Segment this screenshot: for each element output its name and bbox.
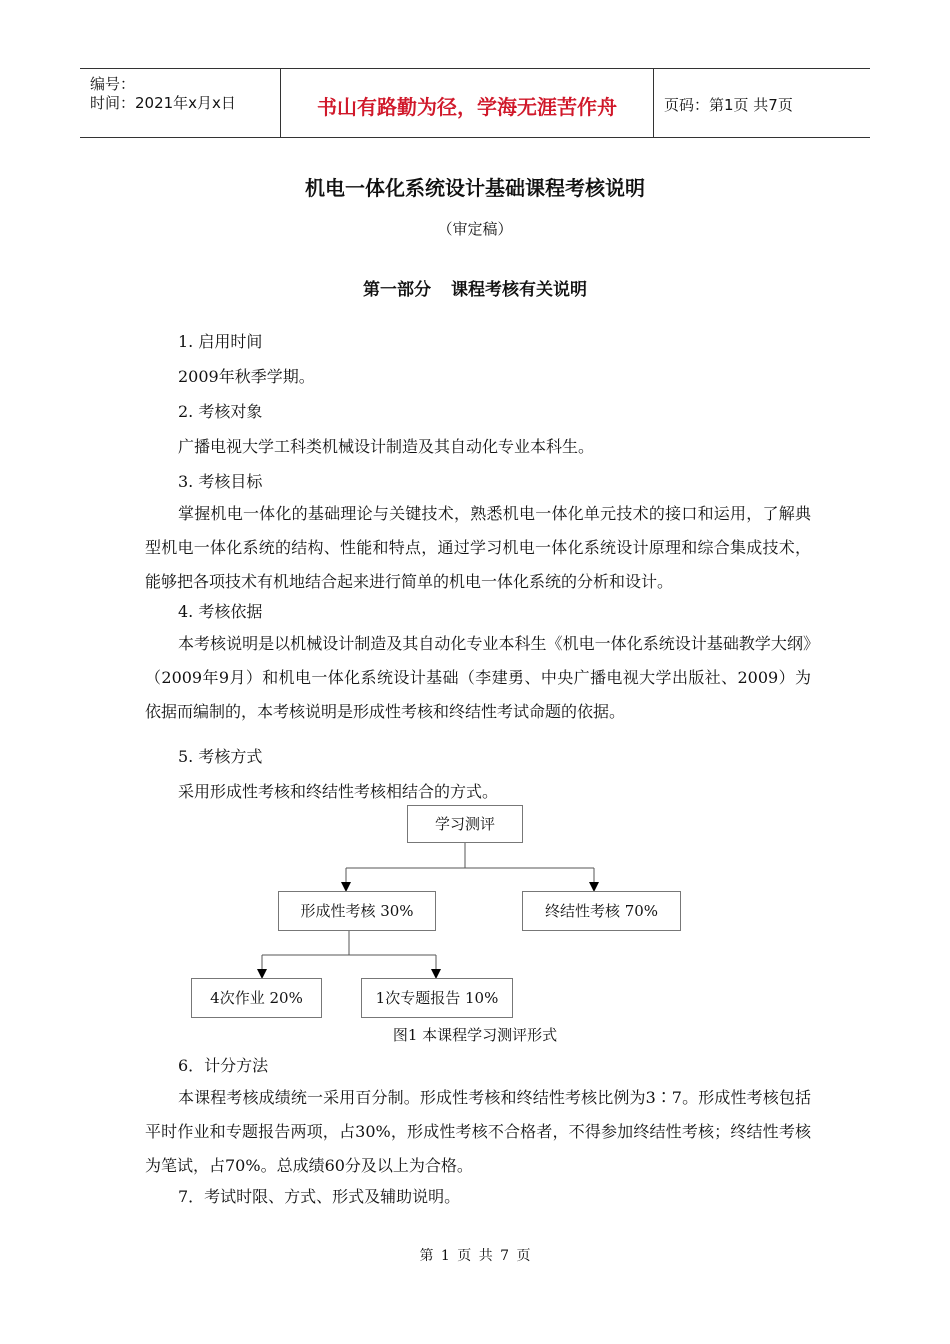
- header-meta-cell: [80, 69, 281, 137]
- page-footer: 第 1 页 共 7 页: [419, 1248, 531, 1264]
- number-label: 编号：: [90, 75, 136, 93]
- header-page-cell: [654, 69, 870, 137]
- diagram-homework-box: 4次作业 20%: [191, 978, 322, 1018]
- section-5-heading: 5. 考核方式: [178, 747, 263, 766]
- section-2-heading: 2. 考核对象: [178, 402, 263, 421]
- section-1-body: 2009年秋季学期。: [178, 367, 315, 386]
- section-6-body: 本课程考核成绩统一采用百分制。形成性考核和终结性考核比例为3∶7。形成性考核包括平时作业和专题报告两项，占30%，形成性考核不合格者，不得参加终结性考核；终结性考核为笔试，占70%。总成绩60分及以上为合格。: [145, 1088, 811, 1175]
- document-subtitle: （审定稿）: [437, 220, 513, 238]
- section-6-heading: 6．计分方法: [178, 1056, 269, 1075]
- header-motto-cell: [281, 69, 654, 137]
- header-table: [80, 68, 870, 138]
- section-4-heading: 4. 考核依据: [178, 602, 263, 621]
- diagram-formative-box: 形成性考核 30%: [278, 891, 436, 931]
- diagram-report-box: 1次专题报告 10%: [361, 978, 513, 1018]
- document-title: 机电一体化系统设计基础课程考核说明: [305, 176, 645, 200]
- diagram-root-box: 学习测评: [407, 805, 523, 843]
- diagram-summative-box: 终结性考核 70%: [522, 891, 681, 931]
- figure-caption: 图1 本课程学习测评形式: [392, 1026, 558, 1044]
- part-heading: 第一部分 课程考核有关说明: [363, 280, 587, 300]
- section-2-body: 广播电视大学工科类机械设计制造及其自动化专业本科生。: [178, 437, 595, 456]
- section-7-heading: 7．考试时限、方式、形式及辅助说明。: [178, 1187, 461, 1206]
- page-info: 页码：第1页 共7页: [664, 96, 793, 114]
- time-label: 时间：2021年x月x日: [90, 94, 236, 112]
- section-4-body: 本考核说明是以机械设计制造及其自动化专业本科生《机电一体化系统设计基础教学大纲》（2009年9月）和机电一体化系统设计基础（李建勇、中央广播电视大学出版社、2009）为依据而编制的，本考核说明是形成性考核和终结性考试命题的依据。: [145, 634, 811, 721]
- section-3-body: 掌握机电一体化的基础理论与关键技术，熟悉机电一体化单元技术的接口和运用，了解典型机电一体化系统的结构、性能和特点，通过学习机电一体化系统设计原理和综合集成技术，能够把各项技术有机地结合起来进行简单的机电一体化系统的分析和设计。: [145, 504, 811, 591]
- motto-text: 书山有路勤为径，学海无涯苦作舟: [317, 95, 617, 119]
- section-1-heading: 1. 启用时间: [178, 332, 263, 351]
- section-3-heading: 3. 考核目标: [178, 472, 263, 491]
- section-5-body: 采用形成性考核和终结性考核相结合的方式。: [178, 782, 499, 801]
